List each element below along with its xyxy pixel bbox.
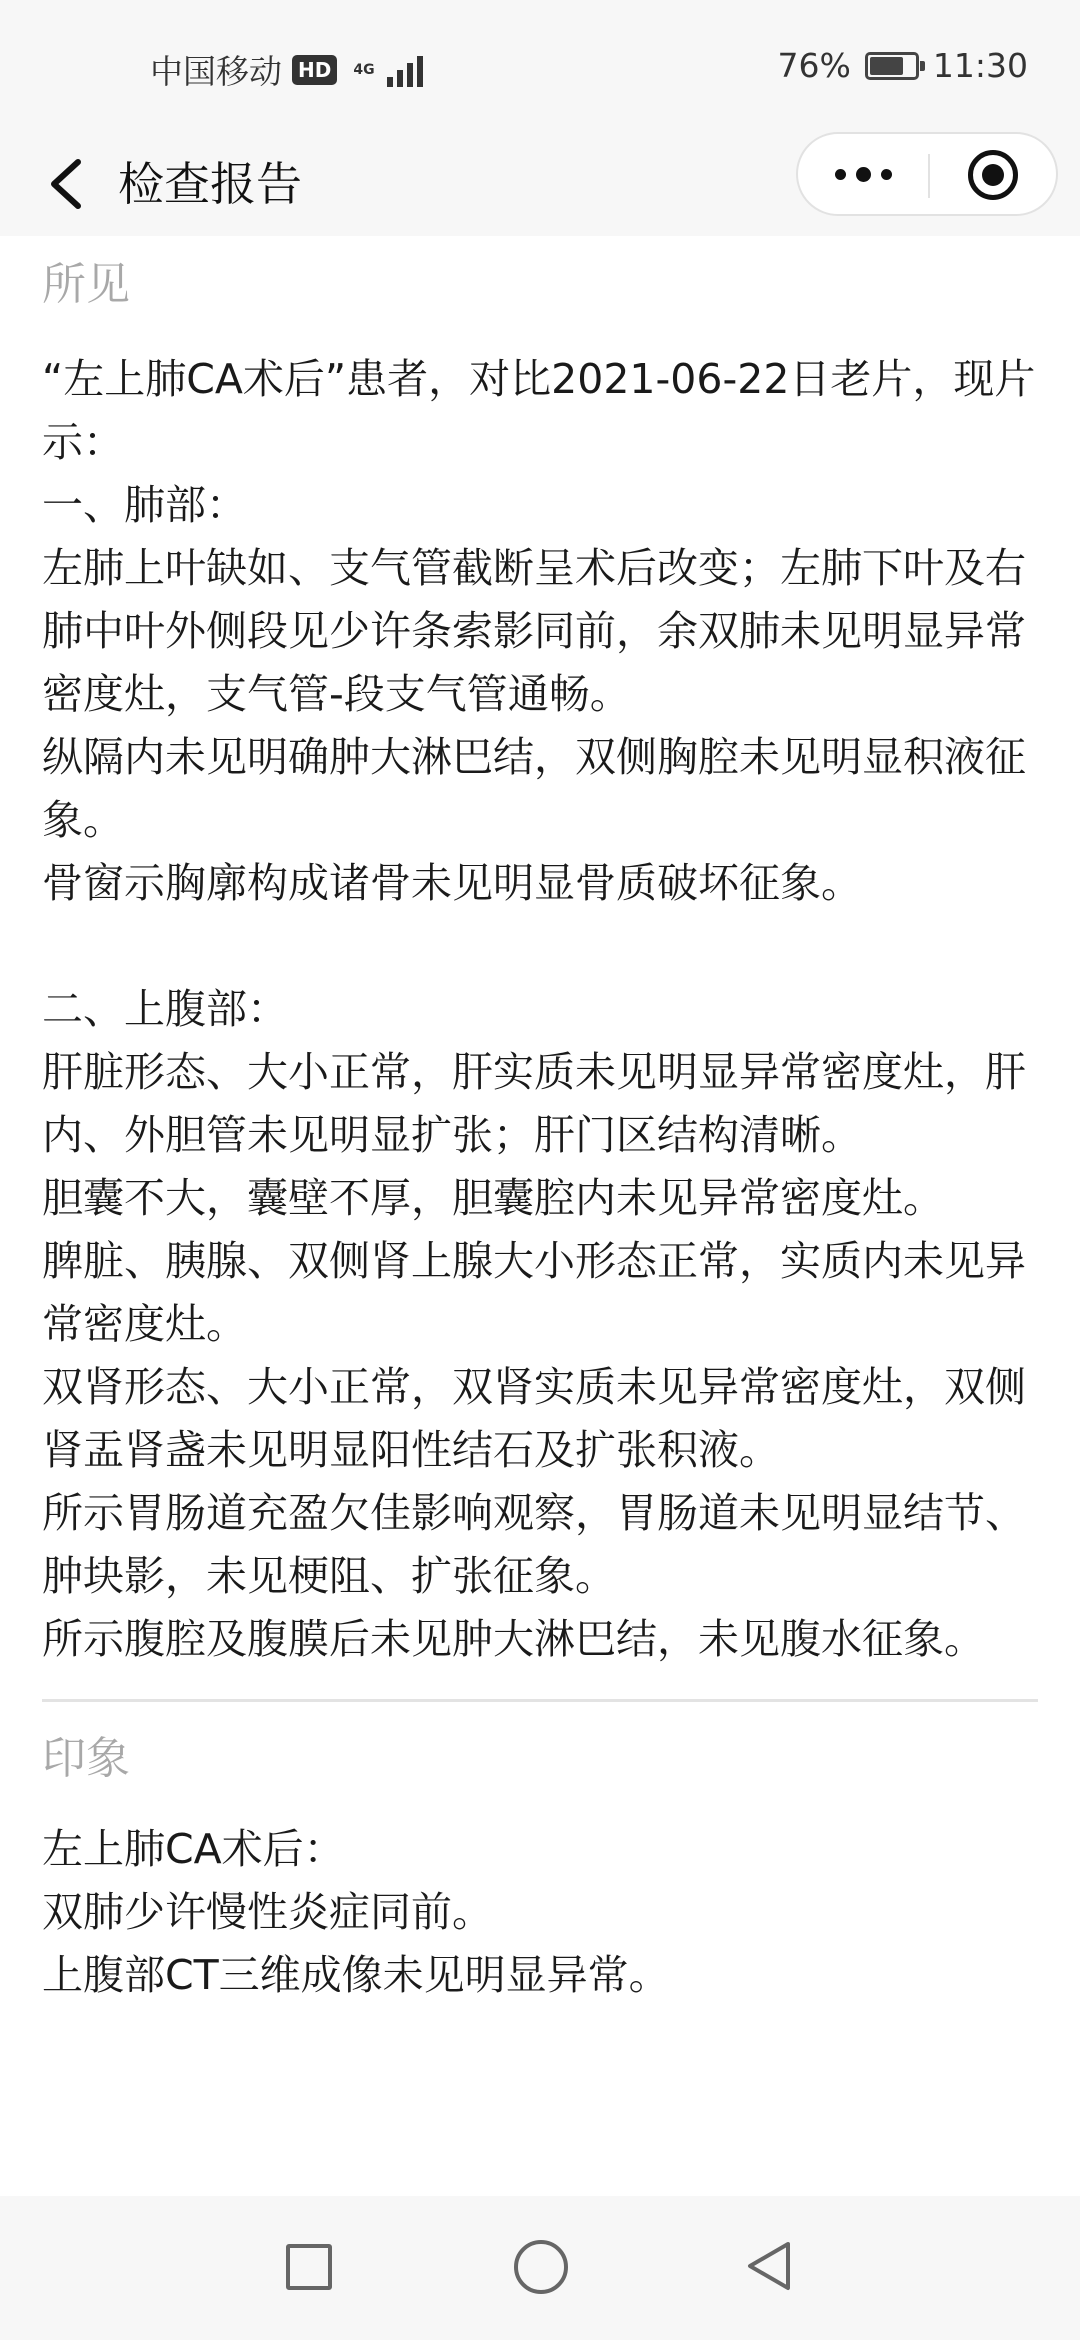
status-right	[778, 46, 1028, 85]
status-left	[150, 46, 423, 93]
mini-program-capsule	[796, 132, 1058, 216]
battery-icon	[865, 52, 919, 80]
impression-label: 印象	[42, 1733, 130, 1784]
battery-fill	[870, 57, 903, 75]
target-circle-icon[interactable]	[968, 150, 1018, 200]
more-dots-icon[interactable]	[798, 134, 928, 214]
page-title: 检查报告	[118, 157, 302, 211]
report-content	[0, 236, 1080, 2196]
nav-bar	[0, 132, 1080, 236]
hd-badge: HD	[292, 55, 337, 85]
clock: 11:30	[932, 46, 1028, 85]
battery-percent: 76%	[777, 46, 851, 85]
findings-label: 所见	[42, 259, 130, 310]
circle-icon[interactable]	[514, 2240, 568, 2294]
status-bar	[0, 0, 1080, 132]
network-type	[353, 62, 374, 78]
impression-text: 左上肺CA术后： 双肺少许慢性炎症同前。 上腹部CT三维成像未见明显异常。	[42, 1825, 670, 1999]
findings-text: “左上肺CA术后”患者，对比2021-06-22日老片，现片示： 一、肺部： 左肺上叶缺如、支气管截断呈术后改变；左肺下叶及右肺中叶外侧段见少许条索影同前，余双肺未见明显异常密度灶，支气管-段支气管通畅。 纵隔内未见明确肿大淋巴结，双侧胸腔未见明显积液征象。 骨窗示胸廓构成诸骨未见明显骨质破坏征象。 二、上腹部： 肝脏形态、大小正常，肝实质未见明显异常密度灶，肝内、外胆管未见明显扩张；肝门区结构清晰。 胆囊不大，囊壁不厚，胆囊腔内未见异常密度灶。 脾脏、胰腺、双侧肾上腺大小形态正常，实质内未见异常密度灶。 双肾形态、大小正常，双肾实质未见异常密度灶，双侧肾盂肾盏未见明显阳性结石及扩张积液。 所示胃肠道充盈欠佳影响观察，胃肠道未见明显结节、肿块影，未见梗阻、扩张征象。 所示腹腔及腹膜后未见肿大淋巴结，未见腹水征象。	[42, 355, 1036, 1663]
capsule-divider	[928, 154, 930, 198]
system-nav-bar	[0, 2196, 1080, 2340]
chevron-left-icon[interactable]	[40, 150, 100, 218]
section-divider	[42, 1699, 1038, 1702]
signal-icon	[387, 53, 423, 87]
triangle-back-icon[interactable]	[744, 2238, 794, 2294]
carrier-name: 中国移动	[150, 52, 282, 91]
square-icon[interactable]	[286, 2244, 332, 2290]
network-label: 4G	[353, 61, 375, 78]
